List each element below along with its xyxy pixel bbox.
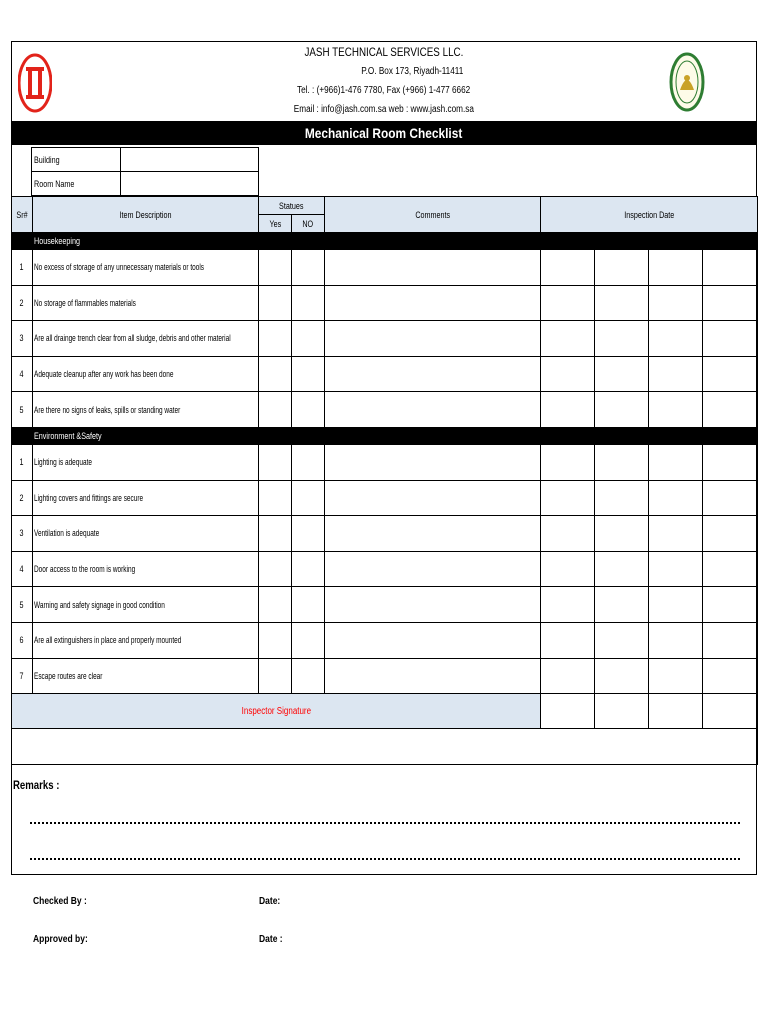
row-number: 4 [12, 356, 33, 392]
inspection-date-cell[interactable] [703, 587, 758, 623]
comments-cell[interactable] [325, 321, 541, 357]
remarks-line-2[interactable] [30, 858, 740, 860]
inspection-date-cell[interactable] [703, 551, 758, 587]
row-number: 2 [12, 480, 33, 516]
checklist-row [12, 658, 758, 694]
inspection-date-cell[interactable] [541, 658, 595, 694]
item-description: Lighting covers and fittings are secure [33, 480, 259, 516]
checklist-row [12, 516, 758, 552]
yes-checkbox-cell[interactable] [259, 321, 292, 357]
yes-checkbox-cell[interactable] [259, 516, 292, 552]
row-number: 5 [12, 392, 33, 428]
no-checkbox-cell[interactable] [292, 392, 325, 428]
checklist-table [11, 196, 758, 765]
item-description: Escape routes are clear [33, 658, 259, 694]
row-number: 7 [12, 658, 33, 694]
row-number: 3 [12, 321, 33, 357]
inspection-date-cell[interactable] [541, 392, 595, 428]
inspection-date-cell[interactable] [595, 444, 649, 480]
row-number: 6 [12, 622, 33, 658]
yes-checkbox-cell[interactable] [259, 622, 292, 658]
remarks-label: Remarks : [13, 778, 60, 792]
header-statues: Statues [259, 197, 325, 215]
checklist-row [12, 587, 758, 623]
no-checkbox-cell[interactable] [292, 321, 325, 357]
checklist-row [12, 321, 758, 357]
yes-checkbox-cell[interactable] [259, 658, 292, 694]
checklist-row [12, 250, 758, 286]
checklist-row [12, 444, 758, 480]
inspection-date-cell[interactable] [649, 587, 703, 623]
company-tel-fax: Tel. : (+966)1-476 7780, Fax (+966) 1-477 6662 [297, 85, 471, 96]
inspection-date-cell[interactable] [649, 480, 703, 516]
yes-checkbox-cell[interactable] [259, 444, 292, 480]
no-checkbox-cell[interactable] [292, 356, 325, 392]
item-description: Lighting is adequate [33, 444, 259, 480]
no-checkbox-cell[interactable] [292, 658, 325, 694]
inspection-date-cell[interactable] [595, 551, 649, 587]
item-description: Door access to the room is working [33, 551, 259, 587]
checklist-row [12, 285, 758, 321]
inspection-date-cell[interactable] [703, 285, 758, 321]
date-label-1: Date: [259, 896, 281, 907]
location-table [31, 147, 259, 196]
inspection-date-cell[interactable] [541, 622, 595, 658]
inspection-date-cell[interactable] [649, 250, 703, 286]
inspection-date-cell[interactable] [649, 622, 703, 658]
comments-cell[interactable] [325, 250, 541, 286]
section-header: Housekeeping [12, 233, 758, 250]
inspection-date-cell[interactable] [649, 551, 703, 587]
item-description: Are all drainge trench clear from all sludge, debris and other material [33, 321, 259, 357]
checklist-row [12, 622, 758, 658]
inspection-date-cell[interactable] [703, 444, 758, 480]
comments-cell[interactable] [325, 480, 541, 516]
item-description: No storage of flammables materials [33, 285, 259, 321]
signature-cell[interactable] [703, 694, 758, 729]
header-no: NO [292, 215, 325, 233]
item-description: Adequate cleanup after any work has been done [33, 356, 259, 392]
no-checkbox-cell[interactable] [292, 587, 325, 623]
yes-checkbox-cell[interactable] [259, 480, 292, 516]
inspection-date-cell[interactable] [649, 516, 703, 552]
building-label: Building [32, 148, 121, 172]
inspection-date-cell[interactable] [541, 480, 595, 516]
signature-cell[interactable] [649, 694, 703, 729]
inspection-date-cell[interactable] [541, 285, 595, 321]
checklist-row [12, 551, 758, 587]
item-description: Ventilation is adequate [33, 516, 259, 552]
client-logo-right [669, 52, 705, 112]
checklist-row [12, 480, 758, 516]
remarks-line-1[interactable] [30, 822, 740, 824]
inspection-date-cell[interactable] [541, 250, 595, 286]
comments-cell[interactable] [325, 444, 541, 480]
comments-cell[interactable] [325, 356, 541, 392]
header-inspection-date: Inspection Date [541, 197, 758, 233]
yes-checkbox-cell[interactable] [259, 285, 292, 321]
item-description: No excess of storage of any unnecessary materials or tools [33, 250, 259, 286]
inspection-date-cell[interactable] [595, 356, 649, 392]
inspection-date-cell[interactable] [541, 551, 595, 587]
company-name: JASH TECHNICAL SERVICES LLC. [304, 45, 464, 59]
inspection-date-cell[interactable] [595, 622, 649, 658]
inspection-date-cell[interactable] [541, 516, 595, 552]
no-checkbox-cell[interactable] [292, 285, 325, 321]
comments-cell[interactable] [325, 516, 541, 552]
comments-cell[interactable] [325, 658, 541, 694]
header-comments: Comments [325, 197, 541, 233]
inspection-date-cell[interactable] [541, 587, 595, 623]
checklist-row [12, 392, 758, 428]
checklist-title: Mechanical Room Checklist [11, 121, 757, 145]
inspection-date-cell[interactable] [595, 250, 649, 286]
header-item-description: Item Description [33, 197, 259, 233]
item-description: Are there no signs of leaks, spills or standing water [33, 392, 259, 428]
signature-cell[interactable] [595, 694, 649, 729]
inspection-date-cell[interactable] [595, 480, 649, 516]
no-checkbox-cell[interactable] [292, 516, 325, 552]
no-checkbox-cell[interactable] [292, 551, 325, 587]
inspection-date-cell[interactable] [703, 658, 758, 694]
building-field[interactable] [121, 148, 259, 172]
inspection-date-cell[interactable] [703, 250, 758, 286]
header-sr: Sr# [12, 197, 33, 233]
no-checkbox-cell[interactable] [292, 250, 325, 286]
header-yes: Yes [259, 215, 292, 233]
signature-cell[interactable] [541, 694, 595, 729]
row-number: 1 [12, 444, 33, 480]
row-number: 2 [12, 285, 33, 321]
inspection-date-cell[interactable] [703, 622, 758, 658]
blank-row [12, 729, 758, 765]
item-description: Are all extinguishers in place and properly mounted [33, 622, 259, 658]
comments-cell[interactable] [325, 587, 541, 623]
checked-by-label: Checked By : [33, 896, 87, 907]
no-checkbox-cell[interactable] [292, 622, 325, 658]
inspection-date-cell[interactable] [541, 321, 595, 357]
no-checkbox-cell[interactable] [292, 444, 325, 480]
comments-cell[interactable] [325, 392, 541, 428]
inspection-date-cell[interactable] [703, 480, 758, 516]
inspector-signature-label: Inspector Signature [12, 694, 541, 729]
inspection-date-cell[interactable] [541, 444, 595, 480]
yes-checkbox-cell[interactable] [259, 551, 292, 587]
inspection-date-cell[interactable] [649, 285, 703, 321]
inspection-date-cell[interactable] [649, 356, 703, 392]
item-description: Warning and safety signage in good condition [33, 587, 259, 623]
yes-checkbox-cell[interactable] [259, 356, 292, 392]
approved-by-label: Approved by: [33, 934, 88, 945]
row-number: 5 [12, 587, 33, 623]
inspection-date-cell[interactable] [703, 392, 758, 428]
inspection-date-cell[interactable] [541, 356, 595, 392]
company-po-box: P.O. Box 173, Riyadh-11411 [360, 66, 464, 77]
section-header: Environment &Safety [12, 427, 758, 444]
inspection-date-cell[interactable] [703, 321, 758, 357]
comments-cell[interactable] [325, 622, 541, 658]
inspection-date-cell[interactable] [595, 587, 649, 623]
inspection-date-cell[interactable] [703, 356, 758, 392]
inspection-date-cell[interactable] [649, 392, 703, 428]
inspection-date-cell[interactable] [595, 285, 649, 321]
inspection-date-cell[interactable] [595, 516, 649, 552]
inspection-date-cell[interactable] [649, 658, 703, 694]
no-checkbox-cell[interactable] [292, 480, 325, 516]
inspection-date-cell[interactable] [595, 392, 649, 428]
checklist-row [12, 356, 758, 392]
inspection-date-cell[interactable] [703, 516, 758, 552]
row-number: 1 [12, 250, 33, 286]
room-name-label: Room Name [32, 172, 121, 196]
inspection-date-cell[interactable] [595, 321, 649, 357]
comments-cell[interactable] [325, 551, 541, 587]
inspection-date-cell[interactable] [649, 444, 703, 480]
yes-checkbox-cell[interactable] [259, 392, 292, 428]
row-number: 3 [12, 516, 33, 552]
company-email-web: Email : info@jash.com.sa web : www.jash.com.sa [293, 104, 475, 115]
comments-cell[interactable] [325, 285, 541, 321]
yes-checkbox-cell[interactable] [259, 250, 292, 286]
yes-checkbox-cell[interactable] [259, 587, 292, 623]
inspection-date-cell[interactable] [595, 658, 649, 694]
inspection-date-cell[interactable] [649, 321, 703, 357]
room-name-field[interactable] [121, 172, 259, 196]
date-label-2: Date : [259, 934, 283, 945]
row-number: 4 [12, 551, 33, 587]
